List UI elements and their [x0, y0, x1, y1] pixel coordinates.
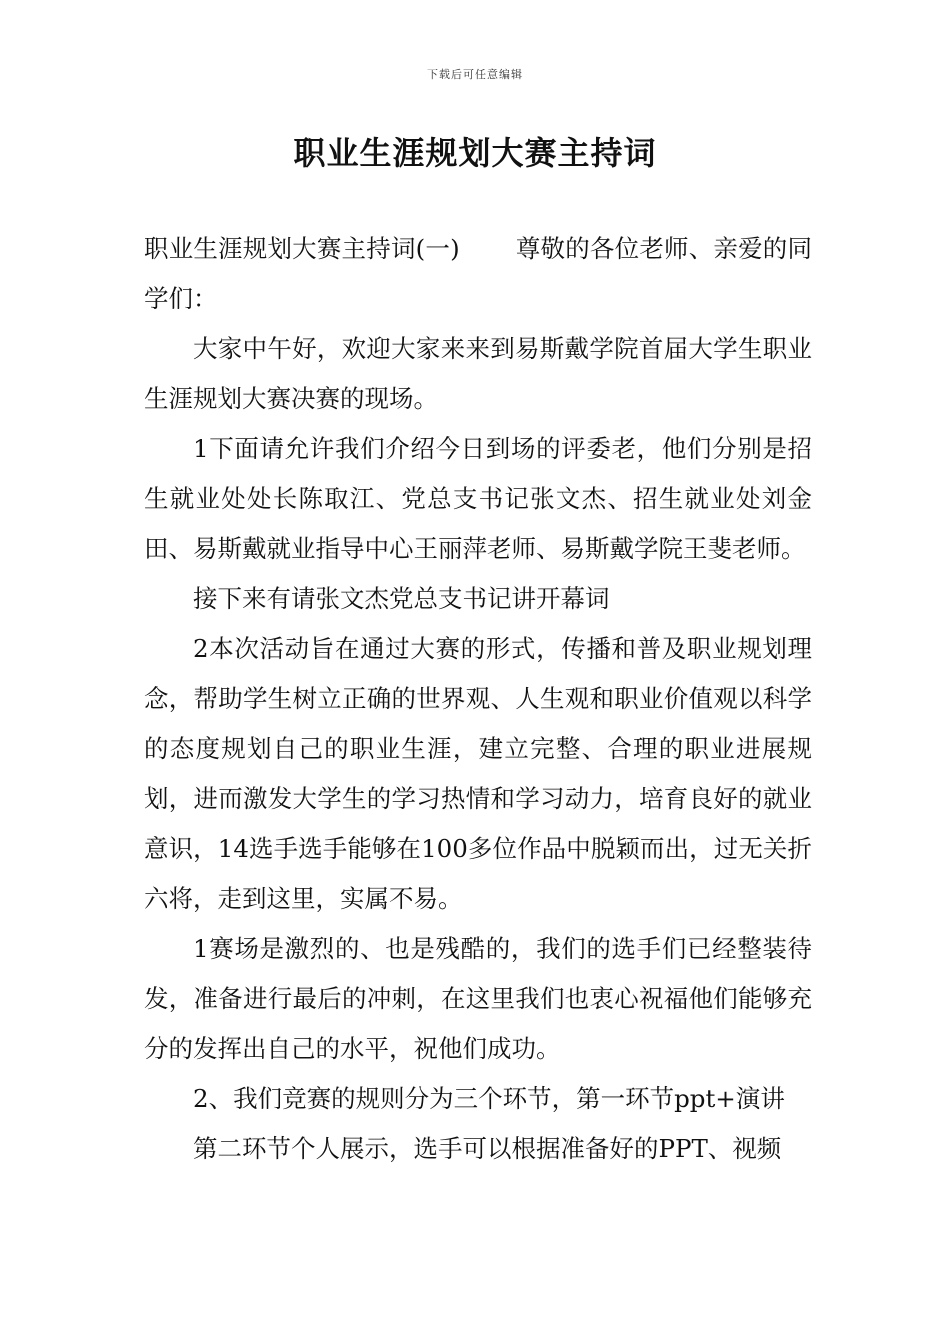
- paragraph-opening-speech: 接下来有请张文杰党总支书记讲开幕词: [193, 584, 610, 613]
- paragraph-wishes: 1赛场是激烈的、也是残酷的，我们的选手们已经整装待发，准备进行最后的冲刺，在这里我们也衷心祝福他们能够充分的发挥出自己的水平，祝他们成功。: [144, 934, 812, 1063]
- paragraph-welcome: 大家中午好，欢迎大家来来到易斯戴学院首届大学生职业生涯规划大赛决赛的现场。: [144, 334, 812, 413]
- paragraph-second-stage: 第二环节个人展示，选手可以根据准备好的PPT、视频: [193, 1134, 782, 1163]
- document-body: [144, 224, 812, 1174]
- paragraph-judges: 1下面请允许我们介绍今日到场的评委老，他们分别是招生就业处处长陈取江、党总支书记张文杰、招生就业处刘金田、易斯戴就业指导中心王丽萍老师、易斯戴学院王斐老师。: [144, 434, 812, 563]
- section-heading: 职业生涯规划大赛主持词(一): [144, 234, 460, 263]
- document-title: 职业生涯规划大赛主持词: [293, 134, 657, 172]
- paragraph-intro: [144, 224, 812, 324]
- paragraph-purpose: 2本次活动旨在通过大赛的形式，传播和普及职业规划理念，帮助学生树立正确的世界观、人生观和职业价值观以科学的态度规划自己的职业生涯，建立完整、合理的职业进展规划，进而激发大学生的学习热情和学习动力，培育良好的就业意识，14选手选手能够在100多位作品中脱颖而出，过无关折六将，走到这里，实属不易。: [144, 634, 812, 913]
- header-note: 下载后可任意编辑: [427, 68, 523, 81]
- greeting-text: 尊敬的各位老师、亲爱的同学们：: [144, 234, 812, 313]
- paragraph-rules: 2、我们竞赛的规则分为三个环节，第一环节ppt+演讲: [193, 1084, 785, 1113]
